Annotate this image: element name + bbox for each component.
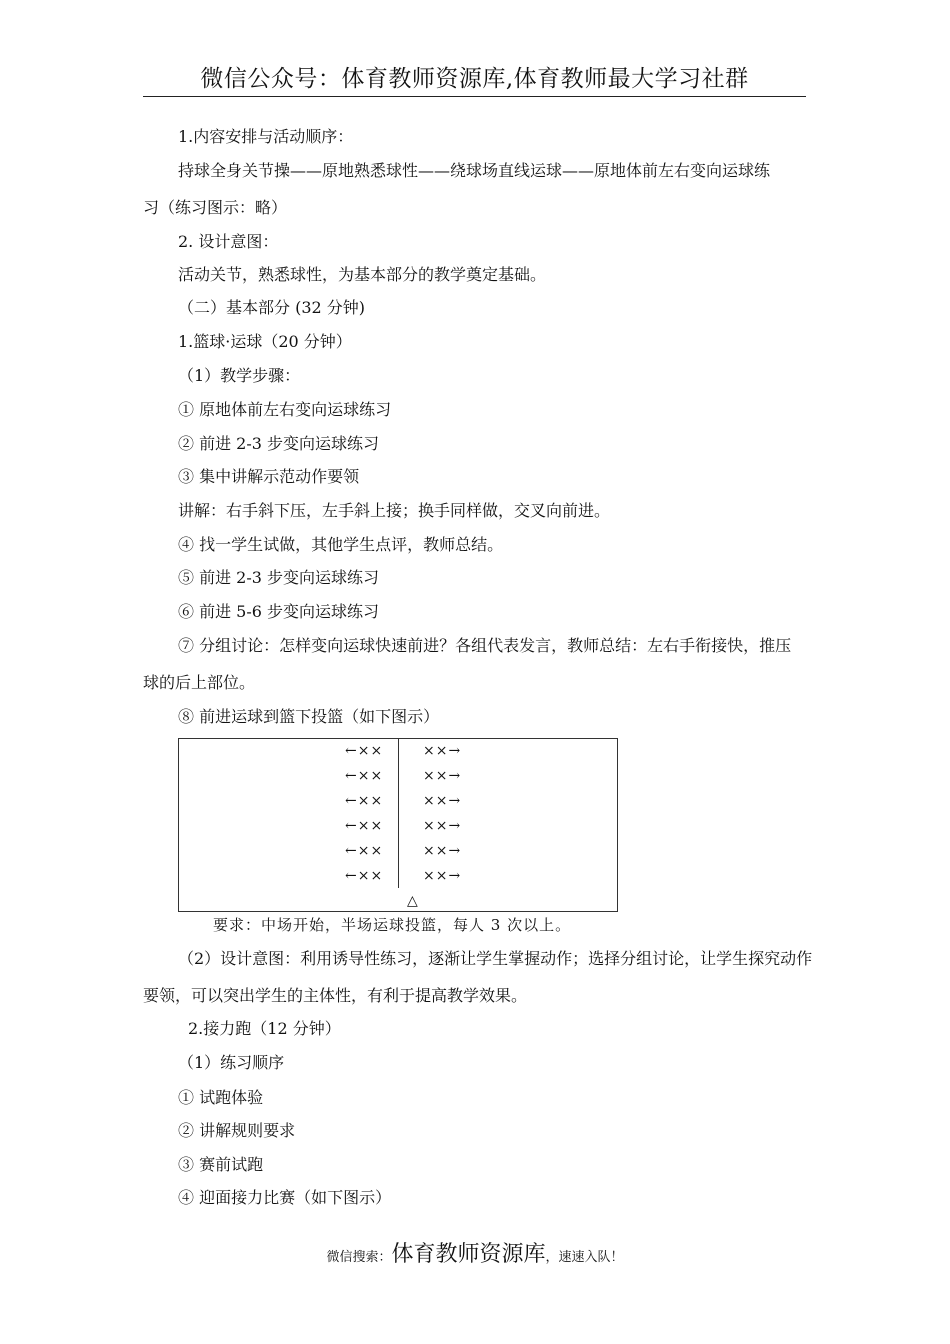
diagram-left-row: ←×× [345,768,384,784]
list-item: ④ 迎面接力比赛（如下图示） [178,1188,392,1207]
diagram-right-row: ××→ [423,843,462,859]
diagram-right-row: ××→ [423,743,462,759]
diagram-divider [398,739,399,888]
diagram-right-row: ××→ [423,868,462,884]
list-item: ① 试跑体验 [178,1088,264,1107]
text-line: 习（练习图示：略） [143,198,288,217]
list-item: ③ 赛前试跑 [178,1155,264,1174]
diagram-left-row: ←×× [345,793,384,809]
text-line: （1）练习顺序 [178,1053,285,1072]
list-item: ⑦ 分组讨论：怎样变向运球快速前进？各组代表发言，教师总结：左右手衔接快，推压 [178,636,792,655]
text-line: 要领，可以突出学生的主体性，有利于提高教学效果。 [143,986,528,1005]
basket-marker: △ [407,893,418,909]
text-line: 持球全身关节操——原地熟悉球性——绕球场直线运球——原地体前左右变向运球练 [178,161,771,180]
list-item: ② 前进 2-3 步变向运球练习 [178,434,380,453]
diagram-requirement-note: 要求：中场开始，半场运球投篮，每人 3 次以上。 [213,916,572,934]
diagram-left-row: ←×× [345,818,384,834]
section-heading: （二）基本部分 (32 分钟) [178,298,366,317]
text-line: 讲解：右手斜下压，左手斜上接；换手同样做，交叉向前进。 [178,501,611,520]
section-heading: 2.接力跑（12 分钟） [188,1019,341,1038]
list-item: ⑥ 前进 5-6 步变向运球练习 [178,602,380,621]
section-heading: 1.篮球·运球（20 分钟） [178,332,352,351]
footer-prefix: 微信搜索： [326,1250,392,1265]
list-item: ② 讲解规则要求 [178,1121,296,1140]
footer-brand: 体育教师资源库 [391,1242,546,1267]
page-footer [0,1238,950,1275]
diagram-right-row: ××→ [423,818,462,834]
diagram-left-row: ←×× [345,743,384,759]
text-line: （1）教学步骤： [178,366,301,385]
diagram-left-row: ←×× [345,843,384,859]
diagram-left-row: ←×× [345,868,384,884]
dribble-diagram [178,738,618,912]
list-item: ④ 找一学生试做，其他学生点评，教师总结。 [178,535,504,554]
text-line: 2. 设计意图： [178,232,279,251]
text-line: 活动关节，熟悉球性，为基本部分的教学奠定基础。 [178,265,547,284]
diagram-right-row: ××→ [423,768,462,784]
list-item: ⑧ 前进运球到篮下投篮（如下图示） [178,707,440,726]
diagram-right-row: ××→ [423,793,462,809]
page-header: 微信公众号：体育教师资源库,体育教师最大学习社群 [143,62,806,97]
text-line: 1.内容安排与活动顺序： [178,127,354,146]
text-line: （2）设计意图：利用诱导性练习，逐渐让学生掌握动作；选择分组讨论，让学生探究动作 [178,949,813,968]
footer-suffix: ，速速入队！ [545,1250,624,1265]
list-item: ⑤ 前进 2-3 步变向运球练习 [178,568,380,587]
list-item: ③ 集中讲解示范动作要领 [178,467,360,486]
list-item: ① 原地体前左右变向运球练习 [178,400,392,419]
text-line: 球的后上部位。 [143,673,256,692]
